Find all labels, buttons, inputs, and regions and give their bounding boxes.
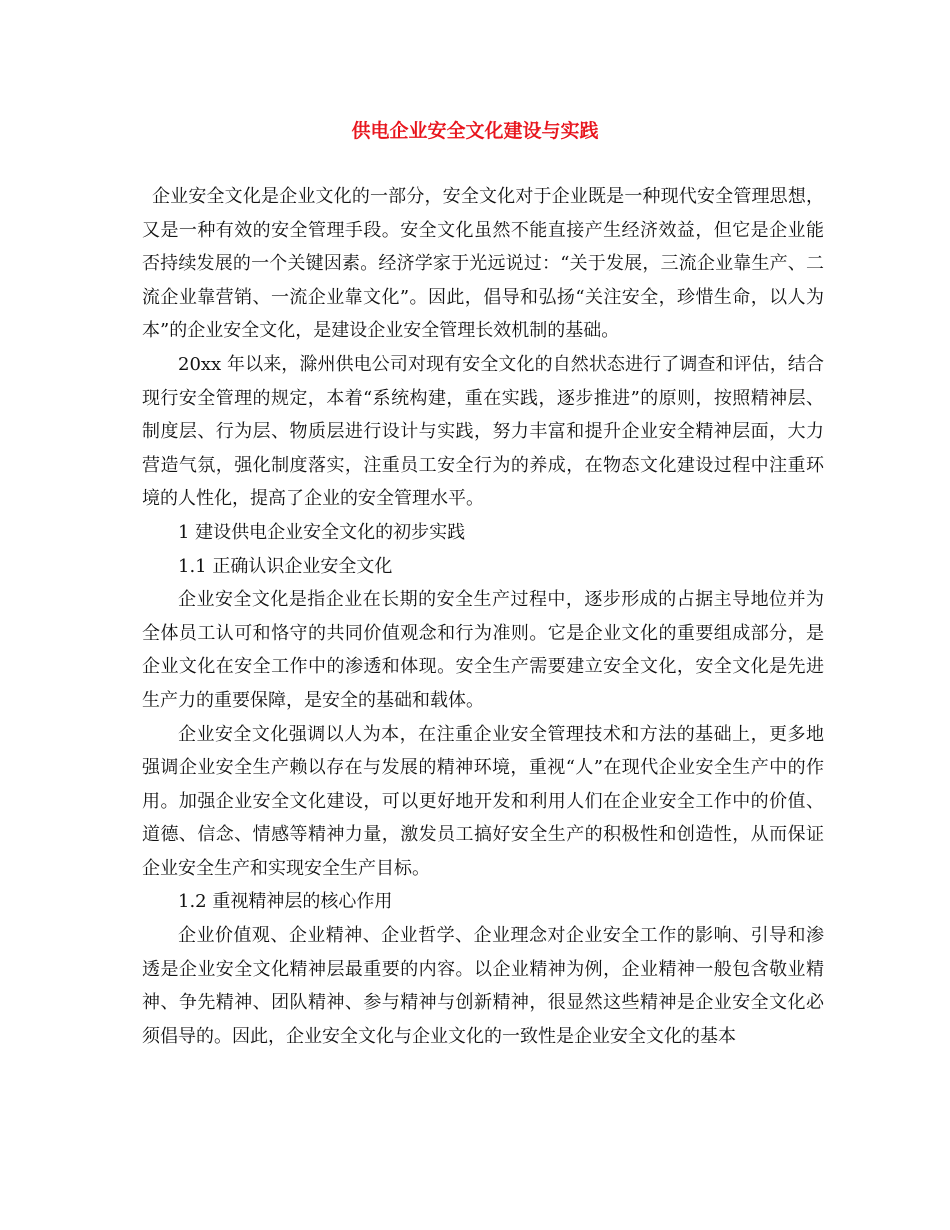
document-title: 供电企业安全文化建设与实践 — [351, 120, 599, 142]
section-heading-1: 1 建设供电企业安全文化的初步实践 — [178, 521, 466, 543]
paragraph-practice-overview: 20xx 年以来，滁州供电公司对现有安全文化的自然状态进行了调查和评估，结合现行安全管理的规定，本着“系统构建，重在实践，逐步推进”的原则，按照精神层、制度层、行为层、物质层进行设计与实践，努力丰富和提升企业安全精神层面，大力营造气氛，强化制度落实，注重员工安全行为的养成，在物态文化建设过程中注重环境的人性化，提高了企业的安全管理水平。 — [142, 353, 824, 510]
paragraph-intro: 企业安全文化是企业文化的一部分，安全文化对于企业既是一种现代安全管理思想，又是一种有效的安全管理手段。安全文化虽然不能直接产生经济效益，但它是企业能否持续发展的一个关键因素。经济学家于光远说过：“关于发展，三流企业靠生产、二流企业靠营销、一流企业靠文化”。因此，倡导和弘扬“关注安全，珍惜生命，以人为本”的企业安全文化，是建设企业安全管理长效机制的基础。 — [142, 186, 824, 342]
section-heading-1-1: 1.1 正确认识企业安全文化 — [178, 555, 393, 577]
section-heading-1-2: 1.2 重视精神层的核心作用 — [178, 891, 393, 913]
document-body — [142, 180, 824, 1053]
paragraph-definition: 企业安全文化是指企业在长期的安全生产过程中，逐步形成的占据主导地位并为全体员工认可和恪守的共同价值观念和行为准则。它是企业文化的重要组成部分，是企业文化在安全工作中的渗透和体现。安全生产需要建立安全文化，安全文化是先进生产力的重要保障，是安全的基础和载体。 — [142, 589, 824, 711]
paragraph-spirit-layer: 企业价值观、企业精神、企业哲学、企业理念对企业安全工作的影响、引导和渗透是企业安全文化精神层最重要的内容。以企业精神为例，企业精神一般包含敬业精神、争先精神、团队精神、参与精神与创新精神，很显然这些精神是企业安全文化必须倡导的。因此，企业安全文化与企业文化的一致性是企业安全文化的基本 — [142, 925, 824, 1047]
paragraph-people-oriented: 企业安全文化强调以人为本，在注重企业安全管理技术和方法的基础上，更多地强调企业安全生产赖以存在与发展的精神环境，重视“人”在现代企业安全生产中的作用。加强企业安全文化建设，可以更好地开发和利用人们在企业安全工作中的价值、道德、信念、情感等精神力量，激发员工搞好安全生产的积极性和创造性，从而保证企业安全生产和实现安全生产目标。 — [142, 723, 824, 879]
